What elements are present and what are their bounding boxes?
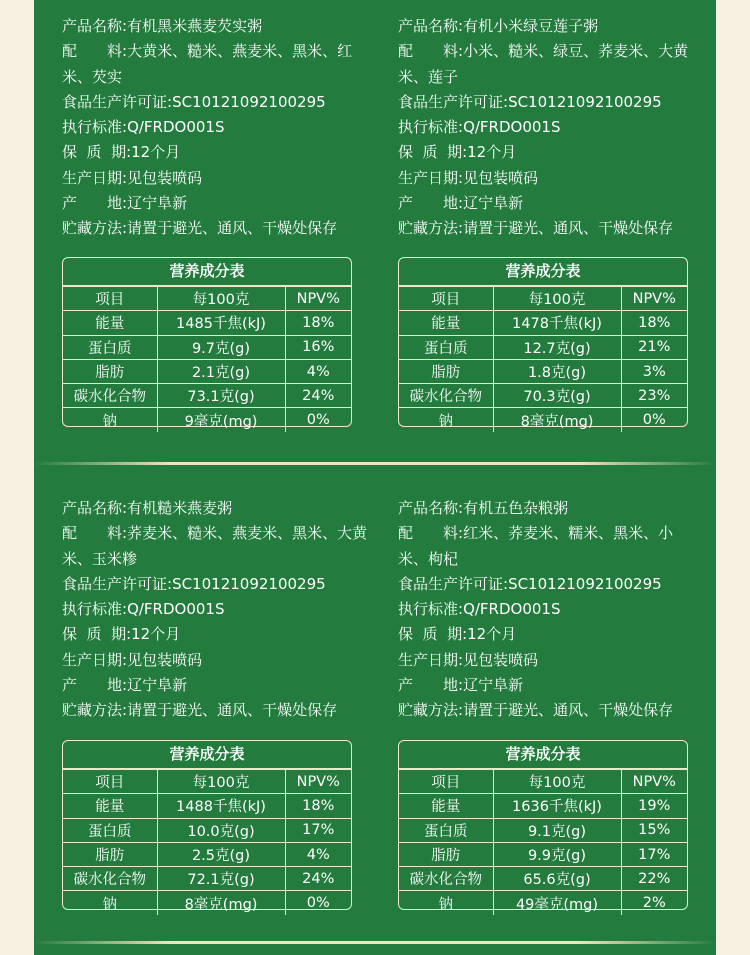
nutrition-cell: 1478千焦(kJ): [493, 311, 621, 335]
product-standard-line: [62, 115, 372, 140]
nutrition-cell: 49毫克(mg): [493, 891, 621, 915]
product-standard-line: [62, 597, 372, 622]
nutrition-header-cell: 每100克: [157, 287, 285, 311]
nutrition-cell: 24%: [285, 867, 351, 891]
nutrition-cell: 碳水化合物: [399, 384, 493, 408]
product-storage-value: 请置于避光、通风、干燥处保存: [463, 701, 674, 720]
product-shelf-life-label: 保 质 期:: [62, 625, 132, 644]
product-storage-label: 贮藏方法:: [398, 219, 464, 238]
nutrition-cell: 4%: [285, 359, 351, 383]
product-production-date-label: 生产日期:: [62, 168, 128, 187]
nutrition-header-cell: 每100克: [493, 770, 621, 794]
nutrition-cell: 18%: [285, 794, 351, 818]
product-name-label: 产品名称:: [398, 499, 464, 517]
nutrition-cell: 9.7克(g): [157, 335, 285, 359]
product-origin-value: 辽宁阜新: [127, 676, 188, 695]
product-license-value: SC10121092100295: [172, 574, 326, 593]
nutrition-header-cell: NPV%: [285, 287, 351, 311]
nutrition-cell: 脂肪: [63, 359, 157, 383]
nutrition-cell: 65.6克(g): [493, 867, 621, 891]
nutrition-cell: 能量: [399, 794, 493, 818]
nutrition-cell: 能量: [63, 794, 157, 818]
product-ingredients-value: 红米、荞麦米、糯米、黑米、小米、枸杞: [398, 524, 674, 568]
nutrition-cell: 1488千焦(kJ): [157, 794, 285, 818]
nutrition-cell: 脂肪: [399, 359, 493, 383]
product-license-label: 食品生产许可证:: [62, 574, 173, 593]
product-name-label: 产品名称:: [62, 17, 128, 35]
nutrition-header-cell: NPV%: [621, 770, 687, 794]
product-shelf-life-line: [62, 622, 372, 647]
product-production-date-label: 生产日期:: [62, 650, 128, 669]
product-name-value: 有机糙米燕麦粥: [127, 499, 233, 517]
nutrition-cell: 18%: [621, 311, 687, 335]
product-origin-line: [62, 191, 372, 216]
nutrition-cell: 2%: [621, 891, 687, 915]
product-ingredients-label: 配 料:: [398, 524, 464, 543]
product-ingredients-label: 配 料:: [398, 42, 464, 61]
product-storage-line: [62, 698, 372, 723]
nutrition-cell: 1.8克(g): [493, 359, 621, 383]
nutrition-table-title: 营养成分表: [399, 258, 687, 286]
nutrition-row: [399, 335, 687, 359]
product-storage-value: 请置于避光、通风、干燥处保存: [463, 219, 674, 238]
product-production-date-line: [62, 648, 372, 673]
product-storage-value: 请置于避光、通风、干燥处保存: [127, 219, 338, 238]
nutrition-header-cell: 每100克: [493, 287, 621, 311]
product-origin-value: 辽宁阜新: [463, 676, 524, 695]
product-name-line: [62, 496, 372, 521]
product-ingredients-value: 荞麦米、糙米、燕麦米、黑米、大黄米、玉米糁: [62, 524, 368, 568]
product-production-date-value: 见包装喷码: [463, 168, 539, 187]
nutrition-cell: 17%: [285, 818, 351, 842]
nutrition-cell: 3%: [621, 359, 687, 383]
nutrition-header-cell: NPV%: [285, 770, 351, 794]
nutrition-header-cell: 每100克: [157, 770, 285, 794]
nutrition-row: [63, 359, 351, 383]
nutrition-cell: 22%: [621, 867, 687, 891]
product-origin-value: 辽宁阜新: [463, 194, 524, 213]
product-license-line: [398, 572, 703, 597]
product-storage-label: 贮藏方法:: [398, 701, 464, 720]
nutrition-cell: 4%: [285, 842, 351, 866]
product-production-date-label: 生产日期:: [398, 168, 464, 187]
nutrition-cell: 钠: [399, 891, 493, 915]
nutrition-cell: 蛋白质: [63, 335, 157, 359]
product-origin-line: [398, 673, 703, 698]
nutrition-cell: 碳水化合物: [63, 384, 157, 408]
nutrition-cell: 9.9克(g): [493, 842, 621, 866]
nutrition-table: [62, 257, 352, 430]
nutrition-row: [63, 408, 351, 432]
nutrition-cell: 17%: [621, 842, 687, 866]
nutrition-cell: 能量: [63, 311, 157, 335]
product-name-value: 有机小米绿豆莲子粥: [463, 17, 599, 35]
nutrition-row: [399, 408, 687, 432]
product-ingredients-line: [62, 521, 372, 572]
nutrition-row: [399, 867, 687, 891]
nutrition-row: [63, 384, 351, 408]
nutrition-cell: 10.0克(g): [157, 818, 285, 842]
nutrition-row: [399, 359, 687, 383]
product-production-date-label: 生产日期:: [398, 650, 464, 669]
nutrition-row: [63, 335, 351, 359]
product-ingredients-line: [398, 39, 703, 90]
product-production-date-value: 见包装喷码: [463, 650, 539, 669]
nutrition-row: [399, 891, 687, 915]
nutrition-cell: 70.3克(g): [493, 384, 621, 408]
nutrition-cell: 73.1克(g): [157, 384, 285, 408]
product-license-label: 食品生产许可证:: [398, 574, 509, 593]
product-origin-line: [398, 191, 703, 216]
nutrition-header-cell: 项目: [63, 770, 157, 794]
nutrition-table-title: 营养成分表: [399, 741, 687, 769]
nutrition-cell: 72.1克(g): [157, 867, 285, 891]
product-origin-line: [62, 673, 372, 698]
product-name-line: [398, 496, 703, 521]
nutrition-row: [399, 794, 687, 818]
product-name-line: [62, 14, 372, 39]
product-storage-value: 请置于避光、通风、干燥处保存: [127, 701, 338, 720]
product-info-block: [62, 496, 372, 724]
product-shelf-life-label: 保 质 期:: [398, 625, 468, 644]
product-ingredients-line: [398, 521, 703, 572]
nutrition-cell: 2.1克(g): [157, 359, 285, 383]
product-info-block: [62, 14, 372, 242]
product-standard-label: 执行标准:: [398, 118, 464, 137]
nutrition-cell: 钠: [63, 891, 157, 915]
product-origin-label: 产 地:: [398, 676, 464, 695]
nutrition-cell: 21%: [621, 335, 687, 359]
nutrition-header-cell: NPV%: [621, 287, 687, 311]
nutrition-table: [398, 257, 688, 430]
nutrition-cell: 0%: [621, 408, 687, 432]
nutrition-row: [63, 311, 351, 335]
nutrition-header-row: [63, 770, 351, 794]
product-standard-line: [398, 597, 703, 622]
nutrition-cell: 23%: [621, 384, 687, 408]
product-license-value: SC10121092100295: [508, 92, 662, 111]
nutrition-row: [63, 818, 351, 842]
nutrition-cell: 蛋白质: [63, 818, 157, 842]
nutrition-cell: 8毫克(mg): [493, 408, 621, 432]
product-shelf-life-value: 12个月: [131, 625, 181, 644]
product-origin-label: 产 地:: [62, 194, 128, 213]
product-name-label: 产品名称:: [62, 499, 128, 517]
nutrition-header-cell: 项目: [63, 287, 157, 311]
nutrition-table-title: 营养成分表: [63, 741, 351, 769]
product-name-value: 有机黑米燕麦芡实粥: [127, 17, 263, 35]
nutrition-cell: 钠: [63, 408, 157, 432]
product-license-value: SC10121092100295: [172, 92, 326, 111]
product-standard-label: 执行标准:: [398, 600, 464, 619]
nutrition-cell: 18%: [285, 311, 351, 335]
nutrition-table-title: 营养成分表: [63, 258, 351, 286]
nutrition-cell: 15%: [621, 818, 687, 842]
product-shelf-life-value: 12个月: [467, 143, 517, 162]
product-production-date-line: [62, 166, 372, 191]
product-shelf-life-line: [398, 622, 703, 647]
product-standard-label: 执行标准:: [62, 600, 128, 619]
nutrition-cell: 19%: [621, 794, 687, 818]
nutrition-cell: 8毫克(mg): [157, 891, 285, 915]
nutrition-cell: 0%: [285, 408, 351, 432]
product-storage-line: [62, 216, 372, 241]
nutrition-cell: 1485千焦(kJ): [157, 311, 285, 335]
product-license-line: [62, 90, 372, 115]
product-shelf-life-line: [62, 140, 372, 165]
product-production-date-value: 见包装喷码: [127, 168, 203, 187]
product-origin-label: 产 地:: [62, 676, 128, 695]
product-name-value: 有机五色杂粮粥: [463, 499, 569, 517]
product-production-date-line: [398, 648, 703, 673]
product-storage-label: 贮藏方法:: [62, 219, 128, 238]
nutrition-row: [399, 818, 687, 842]
nutrition-cell: 蛋白质: [399, 335, 493, 359]
product-license-line: [62, 572, 372, 597]
product-storage-label: 贮藏方法:: [62, 701, 128, 720]
product-standard-line: [398, 115, 703, 140]
product-standard-label: 执行标准:: [62, 118, 128, 137]
product-shelf-life-line: [398, 140, 703, 165]
nutrition-row: [399, 842, 687, 866]
product-shelf-life-value: 12个月: [131, 143, 181, 162]
nutrition-cell: 脂肪: [399, 842, 493, 866]
product-license-value: SC10121092100295: [508, 574, 662, 593]
nutrition-row: [399, 311, 687, 335]
product-license-label: 食品生产许可证:: [398, 92, 509, 111]
product-standard-value: Q/FRDO001S: [463, 600, 561, 619]
section-divider-top: [34, 462, 716, 465]
product-ingredients-value: 小米、糙米、绿豆、荞麦米、大黄米、莲子: [398, 42, 689, 86]
product-ingredients-line: [62, 39, 372, 90]
product-shelf-life-value: 12个月: [467, 625, 517, 644]
product-name-line: [398, 14, 703, 39]
product-name-label: 产品名称:: [398, 17, 464, 35]
nutrition-cell: 2.5克(g): [157, 842, 285, 866]
nutrition-cell: 0%: [285, 891, 351, 915]
nutrition-header-row: [399, 770, 687, 794]
product-info-block: [398, 14, 703, 242]
product-production-date-value: 见包装喷码: [127, 650, 203, 669]
nutrition-cell: 9毫克(mg): [157, 408, 285, 432]
nutrition-cell: 12.7克(g): [493, 335, 621, 359]
product-standard-value: Q/FRDO001S: [463, 118, 561, 137]
nutrition-cell: 碳水化合物: [63, 867, 157, 891]
product-standard-value: Q/FRDO001S: [127, 118, 225, 137]
product-origin-label: 产 地:: [398, 194, 464, 213]
nutrition-row: [63, 842, 351, 866]
nutrition-cell: 1636千焦(kJ): [493, 794, 621, 818]
product-shelf-life-label: 保 质 期:: [398, 143, 468, 162]
product-storage-line: [398, 698, 703, 723]
product-ingredients-value: 大黄米、糙米、燕麦米、黑米、红米、芡实: [62, 42, 353, 86]
nutrition-cell: 脂肪: [63, 842, 157, 866]
product-origin-value: 辽宁阜新: [127, 194, 188, 213]
nutrition-header-row: [63, 287, 351, 311]
product-ingredients-label: 配 料:: [62, 42, 128, 61]
nutrition-row: [63, 794, 351, 818]
nutrition-cell: 碳水化合物: [399, 867, 493, 891]
nutrition-row: [63, 891, 351, 915]
nutrition-cell: 能量: [399, 311, 493, 335]
nutrition-cell: 钠: [399, 408, 493, 432]
section-divider-bottom: [34, 941, 716, 944]
product-production-date-line: [398, 166, 703, 191]
product-storage-line: [398, 216, 703, 241]
nutrition-header-cell: 项目: [399, 287, 493, 311]
nutrition-cell: 9.1克(g): [493, 818, 621, 842]
nutrition-cell: 蛋白质: [399, 818, 493, 842]
nutrition-table: [62, 740, 352, 913]
nutrition-cell: 24%: [285, 384, 351, 408]
product-ingredients-label: 配 料:: [62, 524, 128, 543]
nutrition-row: [399, 384, 687, 408]
nutrition-cell: 16%: [285, 335, 351, 359]
product-shelf-life-label: 保 质 期:: [62, 143, 132, 162]
product-info-block: [398, 496, 703, 724]
nutrition-header-row: [399, 287, 687, 311]
product-license-label: 食品生产许可证:: [62, 92, 173, 111]
product-standard-value: Q/FRDO001S: [127, 600, 225, 619]
product-license-line: [398, 90, 703, 115]
nutrition-row: [63, 867, 351, 891]
nutrition-table: [398, 740, 688, 913]
nutrition-header-cell: 项目: [399, 770, 493, 794]
